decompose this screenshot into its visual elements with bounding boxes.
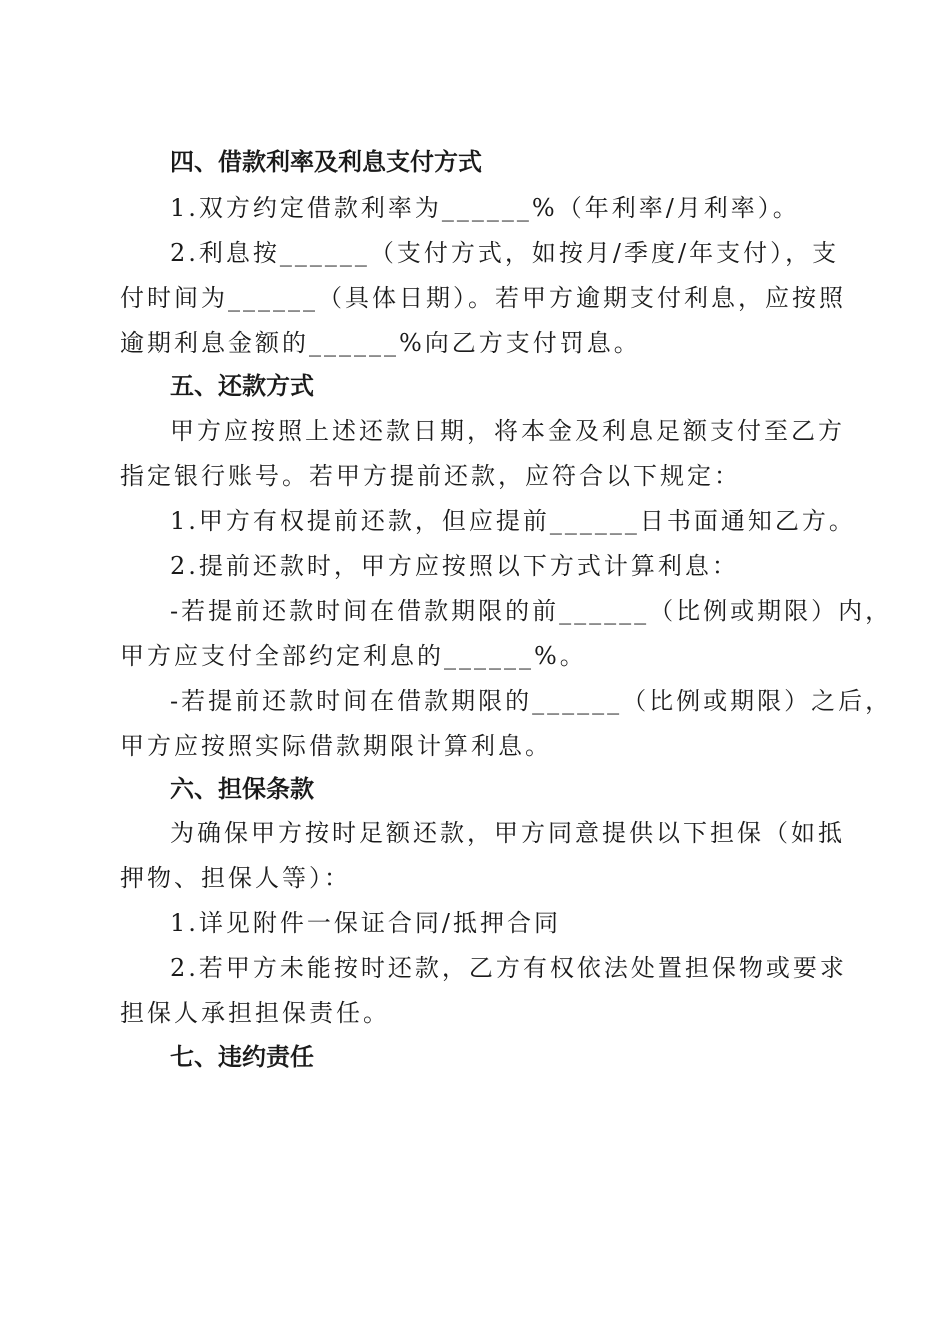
section-heading: 五、还款方式 <box>170 372 314 400</box>
paragraph-line: 为确保甲方按时足额还款，甲方同意提供以下担保（如抵 <box>170 819 845 847</box>
paragraph-line: -若提前还款时间在借款期限的______（比例或期限）之后， <box>170 687 893 715</box>
paragraph-line: 2.利息按______（支付方式，如按月/季度/年支付），支 <box>170 239 840 267</box>
paragraph-line: 指定银行账号。若甲方提前还款，应符合以下规定： <box>120 462 741 490</box>
paragraph-line: 押物、担保人等）： <box>120 864 351 892</box>
section-heading: 七、违约责任 <box>170 1043 314 1071</box>
paragraph-line: 2.提前还款时，甲方应按照以下方式计算利息： <box>170 552 739 580</box>
paragraph-line: 1.甲方有权提前还款，但应提前______日书面通知乙方。 <box>170 507 856 535</box>
section-heading: 六、担保条款 <box>170 775 314 803</box>
paragraph-line: 2.若甲方未能按时还款，乙方有权依法处置担保物或要求 <box>170 954 847 982</box>
section-heading: 四、借款利率及利息支付方式 <box>170 148 482 176</box>
paragraph-line: 付时间为______（具体日期）。若甲方逾期支付利息，应按照 <box>120 284 846 312</box>
paragraph-line: 逾期利息金额的______%向乙方支付罚息。 <box>120 329 641 357</box>
paragraph-line: 1.双方约定借款利率为______%（年利率/月利率）。 <box>170 194 800 222</box>
paragraph-line: -若提前还款时间在借款期限的前______（比例或期限）内， <box>170 597 893 625</box>
paragraph-line: 担保人承担担保责任。 <box>120 999 390 1027</box>
paragraph-line: 甲方应支付全部约定利息的______%。 <box>120 642 587 670</box>
paragraph-line: 甲方应按照上述还款日期，将本金及利息足额支付至乙方 <box>170 417 845 445</box>
paragraph-line: 甲方应按照实际借款期限计算利息。 <box>120 732 552 760</box>
paragraph-line: 1.详见附件一保证合同/抵押合同 <box>170 909 561 937</box>
